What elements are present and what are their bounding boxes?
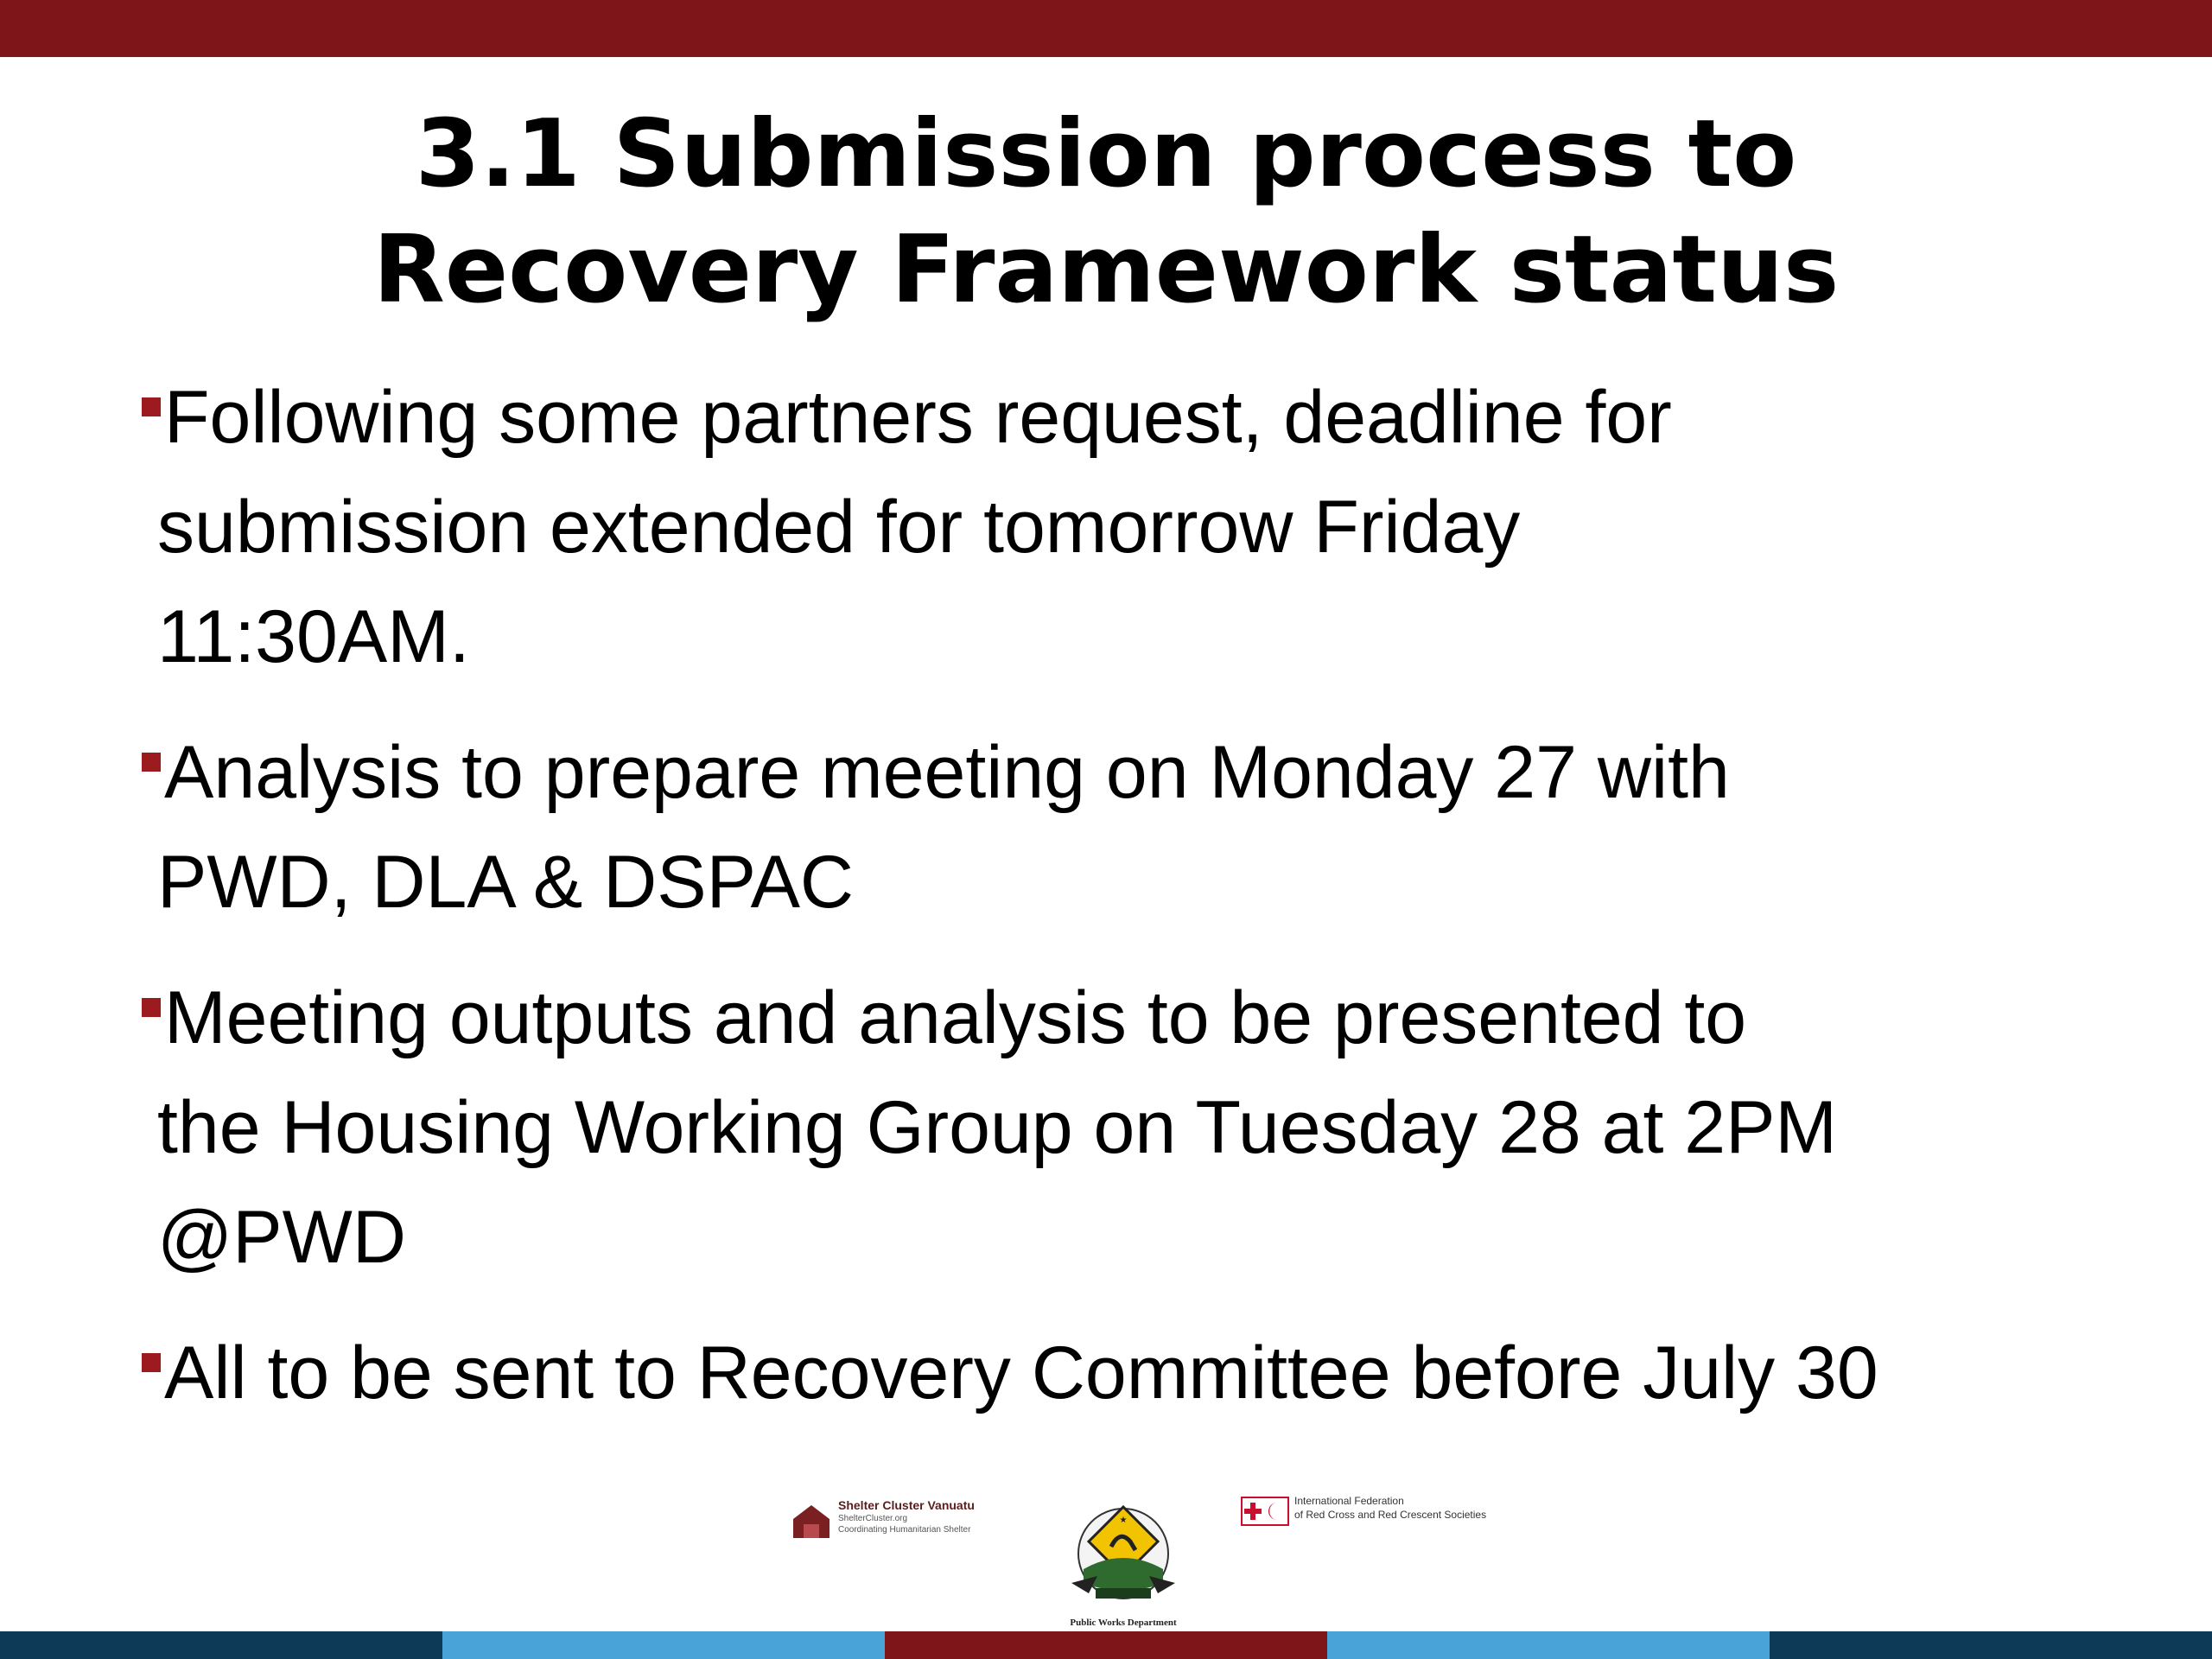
bullet-square-icon [142, 753, 161, 772]
bullet-item [130, 1319, 2117, 1428]
pwd-emblem-icon [1054, 1486, 1192, 1616]
shelter-cluster-logo [793, 1497, 1018, 1548]
slide-title-line-1: 3.1 Submission process to [415, 100, 1797, 208]
pwd-caption: Public Works Department [1070, 1618, 1177, 1628]
bullet-item [130, 363, 2117, 692]
slide-title-line-2: Recovery Framework status [372, 216, 1840, 324]
ifrc-name-line-2: of Red Cross and Red Crescent Societies [1294, 1509, 1487, 1521]
strip-segment [1770, 1631, 2212, 1659]
bullet-line: submission extended for tomorrow Friday [157, 486, 1521, 569]
bullet-square-icon [142, 1353, 161, 1372]
bullet-line: Analysis to prepare meeting on Monday 27 with [164, 731, 1730, 814]
bullet-line: 11:30AM. [157, 595, 470, 678]
bottom-color-strip [0, 1631, 2212, 1659]
strip-segment [442, 1631, 885, 1659]
bullet-line: Meeting outputs and analysis to be presented to [164, 976, 1747, 1059]
shelter-house-icon [793, 1503, 830, 1538]
slide-title [0, 97, 2212, 328]
shelter-cluster-name: Shelter Cluster Vanuatu [838, 1498, 975, 1512]
bullet-item [130, 718, 2117, 938]
shelter-cluster-tagline: Coordinating Humanitarian Shelter [838, 1525, 971, 1535]
bullet-square-icon [142, 998, 161, 1017]
bullet-line: PWD, DLA & DSPAC [157, 841, 855, 924]
bullet-list [130, 363, 2117, 1454]
bullet-line: Following some partners request, deadline for [164, 376, 1672, 459]
bullet-item [130, 963, 2117, 1293]
red-cross-crescent-icon [1241, 1497, 1289, 1526]
svg-text:★: ★ [1119, 1516, 1128, 1525]
ifrc-logo [1241, 1493, 1552, 1536]
bullet-line: the Housing Working Group on Tuesday 28 at 2PM [157, 1086, 1838, 1169]
strip-segment [1327, 1631, 1770, 1659]
bullet-line: @PWD [157, 1196, 406, 1279]
partner-logos [0, 1486, 2212, 1633]
shelter-cluster-site: ShelterCluster.org [838, 1514, 908, 1523]
strip-segment [0, 1631, 442, 1659]
ifrc-name-line-1: International Federation [1294, 1495, 1404, 1507]
top-accent-bar [0, 0, 2212, 57]
pwd-logo [1054, 1486, 1192, 1633]
bullet-line: All to be sent to Recovery Committee before July 30 [164, 1332, 1878, 1414]
bullet-square-icon [142, 397, 161, 416]
strip-segment [885, 1631, 1327, 1659]
